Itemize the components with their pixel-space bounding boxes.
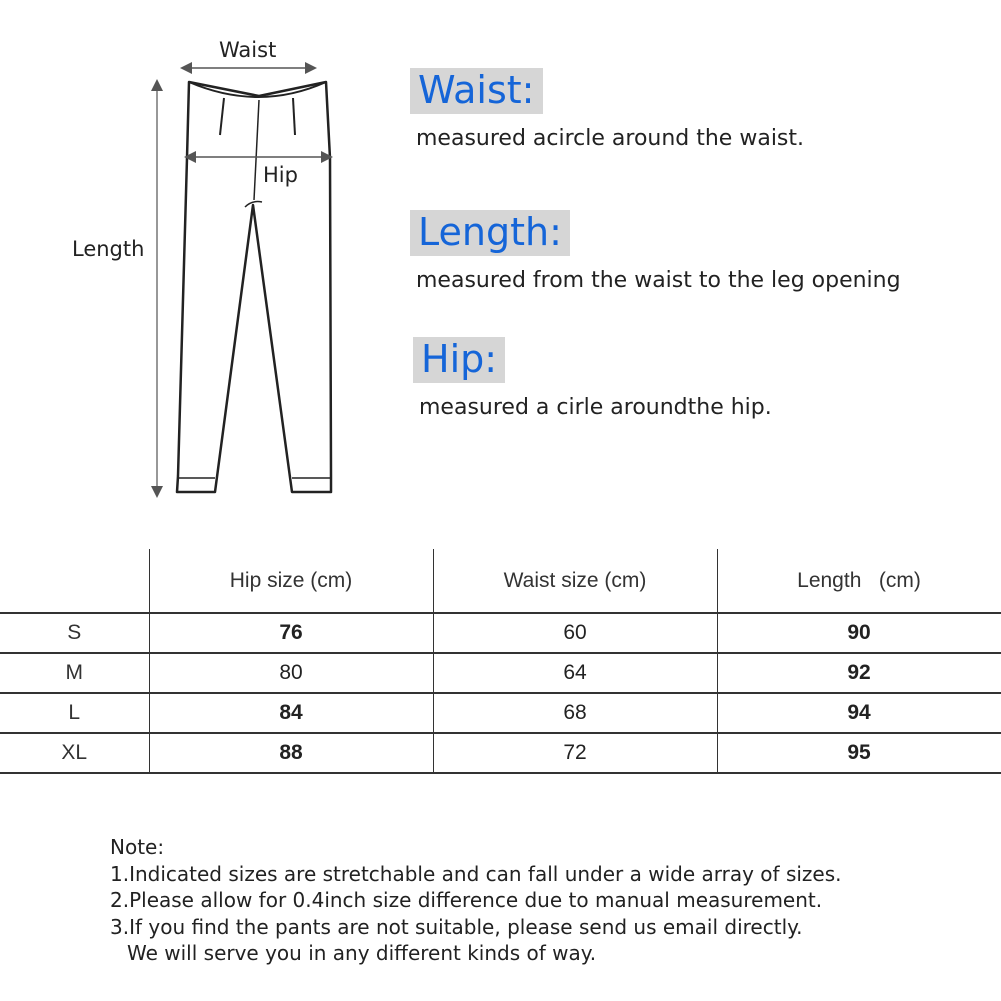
size-cell: L bbox=[0, 693, 149, 733]
term-length: Length: bbox=[410, 210, 570, 256]
table-row bbox=[0, 653, 1001, 693]
table-header-row bbox=[0, 549, 1001, 613]
waist-diagram-label: Waist bbox=[219, 38, 277, 62]
size-cell: M bbox=[0, 653, 149, 693]
size-chart-table bbox=[0, 549, 1001, 774]
size-cell: S bbox=[0, 613, 149, 653]
waist-cell: 64 bbox=[433, 653, 717, 693]
table-row bbox=[0, 613, 1001, 653]
note-title: Note: bbox=[110, 835, 165, 859]
desc-length: measured from the waist to the leg opening bbox=[416, 268, 901, 293]
waist-cell: 68 bbox=[433, 693, 717, 733]
header-size bbox=[0, 549, 149, 613]
hip-diagram-label: Hip bbox=[263, 163, 298, 187]
length-cell: 92 bbox=[717, 653, 1001, 693]
header-hip: Hip size (cm) bbox=[149, 549, 433, 613]
definition-hip bbox=[413, 337, 772, 420]
notes-section bbox=[110, 834, 842, 967]
waist-cell: 72 bbox=[433, 733, 717, 773]
note-line-4: We will serve you in any different kinds of way. bbox=[127, 941, 597, 965]
term-waist: Waist: bbox=[410, 68, 543, 114]
note-line-2: 2.Please allow for 0.4inch size difference due to manual measurement. bbox=[110, 888, 823, 912]
length-cell: 94 bbox=[717, 693, 1001, 733]
note-line-3: 3.If you find the pants are not suitable, please send us email directly. bbox=[110, 914, 803, 939]
desc-waist: measured acircle around the waist. bbox=[416, 126, 805, 151]
header-length: Length (cm) bbox=[717, 549, 1001, 613]
table-row bbox=[0, 733, 1001, 773]
table-row bbox=[0, 693, 1001, 733]
pants-outline bbox=[177, 82, 331, 492]
pants-outline-illustration bbox=[0, 0, 400, 520]
length-cell: 90 bbox=[717, 613, 1001, 653]
definition-waist bbox=[410, 68, 804, 151]
pants-diagram bbox=[0, 0, 400, 520]
term-hip: Hip: bbox=[413, 337, 505, 383]
length-cell: 95 bbox=[717, 733, 1001, 773]
size-cell: XL bbox=[0, 733, 149, 773]
note-line-1: 1.Indicated sizes are stretchable and can fall under a wide array of sizes. bbox=[110, 861, 842, 886]
hip-cell: 76 bbox=[149, 613, 433, 653]
definition-length bbox=[410, 210, 901, 293]
length-diagram-label: Length bbox=[72, 237, 145, 261]
waist-cell: 60 bbox=[433, 613, 717, 653]
header-waist: Waist size (cm) bbox=[433, 549, 717, 613]
hip-cell: 84 bbox=[149, 693, 433, 733]
hip-cell: 88 bbox=[149, 733, 433, 773]
desc-hip: measured a cirle aroundthe hip. bbox=[419, 395, 772, 420]
hip-cell: 80 bbox=[149, 653, 433, 693]
